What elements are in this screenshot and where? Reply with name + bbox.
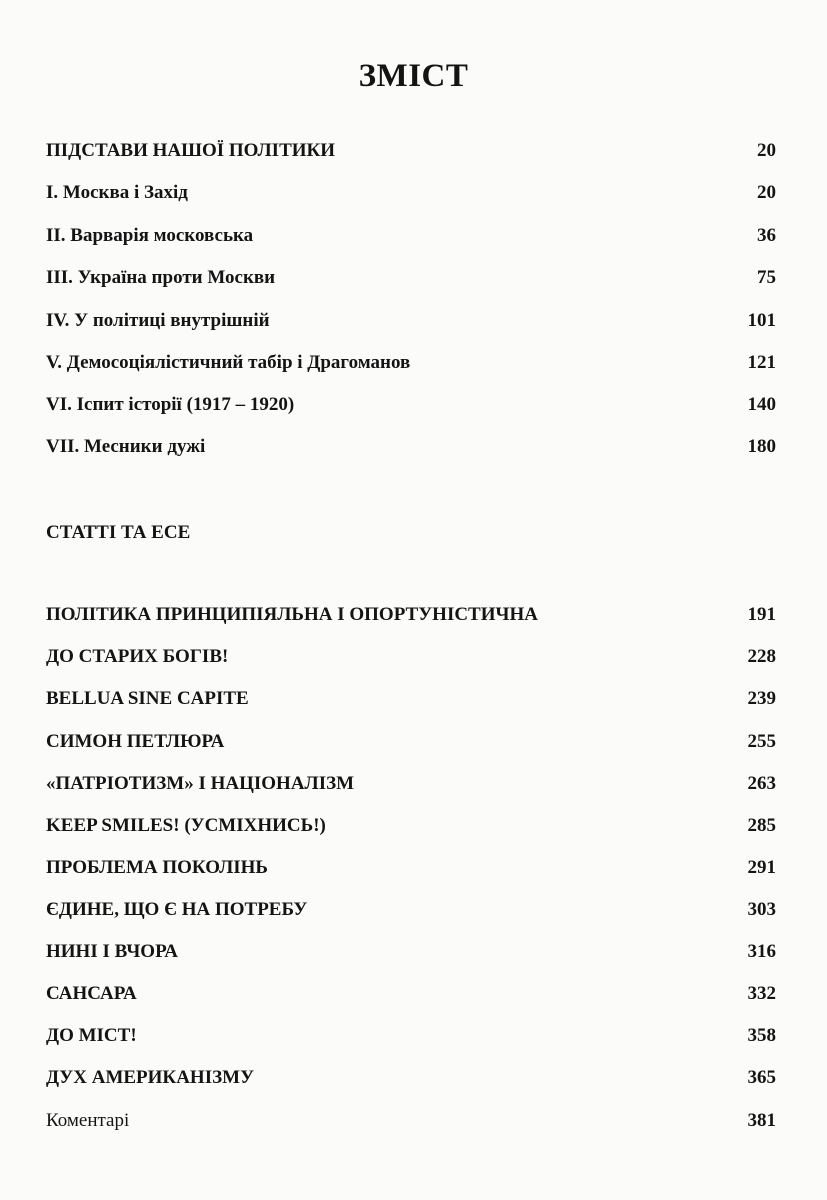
toc-entry-page: 140	[747, 394, 776, 415]
toc-entry-chapter	[46, 394, 776, 416]
toc-entry-article	[46, 1067, 776, 1089]
toc-entry-label: ЄДИНЕ, ЩО Є НА ПОТРЕБУ	[46, 899, 308, 920]
toc-entry-page: 332	[747, 983, 776, 1004]
toc-entry-label: III. Україна проти Москви	[46, 267, 276, 288]
toc-entry-chapter	[46, 352, 776, 374]
toc-entry-chapter	[46, 225, 776, 247]
toc-entry-page: 381	[747, 1110, 776, 1131]
toc-entry-page: 358	[747, 1025, 776, 1046]
toc-entry-label: Коментарі	[46, 1110, 130, 1131]
toc-entry-page: 303	[747, 899, 776, 920]
toc-entry-label: IV. У політиці внутрішній	[46, 310, 270, 331]
toc-entry-label: VI. Іспит історії (1917 – 1920)	[46, 394, 295, 415]
toc-entry-chapter	[46, 267, 776, 289]
toc-entry-page: 36	[757, 225, 776, 246]
toc-entry-chapter	[46, 436, 776, 458]
section-heading	[46, 522, 776, 544]
toc-entry-label: ПОЛІТИКА ПРИНЦИПІЯЛЬНА І ОПОРТУНІСТИЧНА	[46, 604, 538, 625]
toc-entry-label: ПІДСТАВИ НАШОЇ ПОЛІТИКИ	[46, 140, 336, 161]
toc-entry-article	[46, 815, 776, 837]
toc-entry-article	[46, 604, 776, 626]
toc-entry-page: 239	[747, 688, 776, 709]
toc-entry-chapter	[46, 182, 776, 204]
toc-entry-page: 121	[747, 352, 776, 373]
toc-entry-label: II. Варварія московська	[46, 225, 254, 246]
toc-entry-label: KEEP SMILES! (УСМІХНИСЬ!)	[46, 815, 326, 836]
toc-entry-page: 255	[747, 731, 776, 752]
toc-entry-article	[46, 899, 776, 921]
toc-entry-part1	[46, 140, 776, 162]
section-heading-label: СТАТТІ ТА ЕСЕ	[46, 522, 191, 543]
toc-entry-page: 291	[747, 857, 776, 878]
toc-entry-page: 263	[747, 773, 776, 794]
toc-entry-page: 365	[747, 1067, 776, 1088]
toc-entry-label: САНСАРА	[46, 983, 137, 1004]
toc-entry-label: ДО МІСТ!	[46, 1025, 137, 1046]
toc-entry-article	[46, 688, 776, 710]
toc-entry-label: V. Демосоціялістичний табір і Драгоманов	[46, 352, 411, 373]
toc-entry-label: НИНІ І ВЧОРА	[46, 941, 178, 962]
toc-entry-page: 20	[757, 140, 776, 161]
toc-entry-label: СИМОН ПЕТЛЮРА	[46, 731, 225, 752]
toc-entry-page: 20	[757, 182, 776, 203]
toc-entry-label: ДО СТАРИХ БОГІВ!	[46, 646, 229, 667]
toc-entry-label: ПРОБЛЕМА ПОКОЛІНЬ	[46, 857, 268, 878]
toc-entry-article	[46, 941, 776, 963]
toc-entry-chapter	[46, 310, 776, 332]
toc-entry-page: 180	[747, 436, 776, 457]
toc-entry-label: I. Москва і Захід	[46, 182, 188, 203]
toc-entry-page: 75	[757, 267, 776, 288]
toc-entry-commentary	[46, 1110, 776, 1132]
toc-entry-page: 316	[747, 941, 776, 962]
toc-entry-article	[46, 731, 776, 753]
toc-entry-page: 101	[747, 310, 776, 331]
toc-entry-article	[46, 857, 776, 879]
page-title: ЗМІСТ	[358, 58, 469, 94]
toc-entry-label: BELLUA SINE CAPITE	[46, 688, 249, 709]
toc-entry-article	[46, 1025, 776, 1047]
toc-entry-label: «ПАТРІОТИЗМ» І НАЦІОНАЛІЗМ	[46, 773, 355, 794]
toc-entry-article	[46, 773, 776, 795]
toc-entry-label: ДУХ АМЕРИКАНІЗМУ	[46, 1067, 255, 1088]
toc-entry-article	[46, 983, 776, 1005]
toc-entry-page: 285	[747, 815, 776, 836]
toc-entry-page: 191	[747, 604, 776, 625]
toc-entry-article	[46, 646, 776, 668]
toc-entry-page: 228	[747, 646, 776, 667]
toc-entry-label: VII. Месники дужі	[46, 436, 206, 457]
